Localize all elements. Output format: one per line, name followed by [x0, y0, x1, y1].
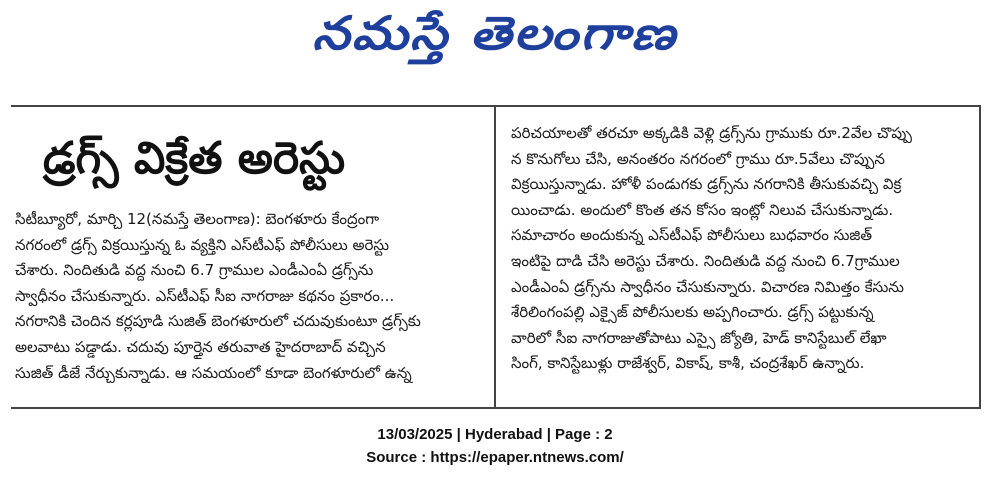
body-line: సింగ్, కానిస్టేబుళ్లు రాజేశ్వర్, వికాష్, కాశీ, చంద్రశేఖర్ ఉన్నారు. — [511, 354, 865, 373]
source-caption: Source : https://epaper.ntnews.com/ — [366, 449, 624, 466]
body-line: సిటీబ్యూరో, మార్చి 12(నమస్తే తెలంగాణ): బెంగళూరు కేంద్రంగా — [15, 210, 380, 228]
body-line: పరిచయాలతో తరచూ అక్కడికి వెళ్లి డ్రగ్స్‌ను గ్రాముకు రూ.2వేల చొప్పు — [511, 124, 912, 142]
article-right-column — [497, 107, 979, 407]
right-column-body — [511, 121, 969, 377]
body-line: శేరిలింగంపల్లి ఎక్సైజ్ పోలీసులకు అప్పగించారు. డ్రగ్స్ పట్టుకున్న — [511, 303, 874, 322]
body-line: స్వాధీనం చేసుకున్నారు. ఎస్‌టీఎఫ్ సీఐ నాగరాజు కథనం ప్రకారం... — [15, 286, 395, 305]
date-location-page-caption: 13/03/2025 | Hyderabad | Page : 2 — [377, 426, 613, 443]
body-line: ఎండీఎంఏ డ్రగ్స్‌ను స్వాధీనం చేసుకున్నారు. విచారణ నిమిత్తం కేసును — [511, 277, 904, 296]
body-line: విక్రయిస్తున్నాడు. హోళీ పండుగకు డ్రగ్స్‌ను నగరానికి తీసుకువచ్చి విక్ర — [511, 175, 902, 194]
body-line: న కొనుగోలు చేసి, అనంతరం నగరంలో గ్రాము రూ.5వేలు చొప్పున — [511, 149, 885, 168]
masthead-title: నమస్తే తెలంగాణ — [312, 6, 678, 60]
column-divider — [494, 107, 496, 407]
body-line: సమాచారం అందుకున్న ఎస్‌టీఎఫ్ పోలీసులు బుధవారం సుజిత్ — [511, 226, 873, 245]
newspaper-masthead — [0, 0, 990, 78]
body-line: చేశారు. నిందితుడి వద్ద నుంచి 6.7 గ్రాముల ఎండీఎంఏ డ్రగ్స్‌ను — [15, 261, 374, 280]
body-line: ఇంటిపై దాడి చేసి అరెస్టు చేశారు. నిందితుడి వద్ద నుంచి 6.7గ్రాముల — [511, 251, 900, 270]
left-column-body — [15, 207, 488, 386]
article-left-column — [11, 107, 494, 407]
body-line: నగరానికి చెందిన కర్లపూడి సుజిత్ బెంగళూరులో చదువుకుంటూ డ్రగ్స్‌కు — [15, 312, 421, 331]
body-line: సుజిత్ డీజే నేర్చుకున్నాడు. ఆ సమయంలో కూడా బెంగళూరులో ఉన్న — [15, 363, 412, 382]
article-headline: డ్రగ్స్ విక్రేత అరెస్టు — [43, 133, 346, 184]
body-line: వారిలో సీఐ నాగరాజుతోపాటు ఎస్సై జ్యోతి, హెడ్ కానిస్టేబుల్ లేఖా — [511, 328, 887, 347]
article-clipping — [11, 105, 981, 409]
body-line: నగరంలో డ్రగ్స్ విక్రయిస్తున్న ఓ వ్యక్తిని ఎస్‌టీఎఫ్ పోలీసులు అరెస్టు — [15, 235, 390, 254]
body-line: అలవాటు పడ్డాడు. చదువు పూర్తైన తరువాత హైదరాబాద్ వచ్చిన — [15, 337, 386, 356]
body-line: యించాడు. అందులో కొంత తన కోసం ఇంట్లో నిలువ చేసుకున్నాడు. — [511, 200, 894, 219]
